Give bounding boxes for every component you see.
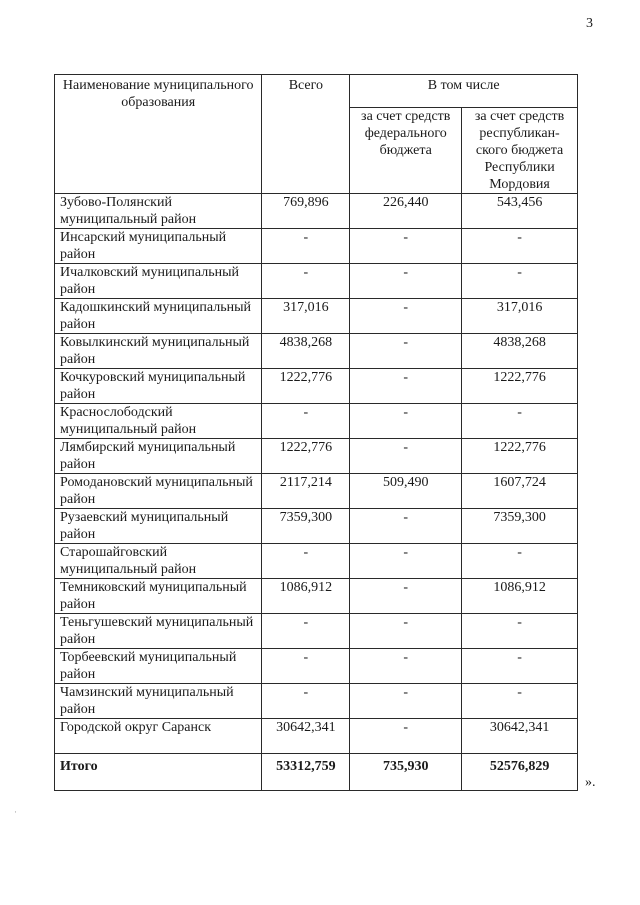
republic-value: 317,016 [462, 299, 578, 334]
header-federal: за счет средств федерального бюджета [350, 108, 462, 194]
table-row [55, 579, 578, 614]
total-value: 1086,912 [262, 579, 350, 614]
federal-value: 509,490 [350, 474, 462, 509]
total-value: - [262, 684, 350, 719]
municipality-name: Ковылкинский муниципальный район [55, 334, 262, 369]
table-row [55, 439, 578, 474]
municipality-name: Рузаевский муниципальный район [55, 509, 262, 544]
federal-value: - [350, 579, 462, 614]
republic-value: - [462, 264, 578, 299]
total-value: 30642,341 [262, 719, 350, 754]
municipality-name: Кадошкинский муниципальный район [55, 299, 262, 334]
federal-value: - [350, 614, 462, 649]
margin-mark: · [14, 807, 17, 817]
municipality-name: Чамзинский муниципальный район [55, 684, 262, 719]
municipality-name: Ромодановский муниципальный район [55, 474, 262, 509]
republic-value: - [462, 404, 578, 439]
federal-value: - [350, 229, 462, 264]
republic-value: - [462, 684, 578, 719]
republic-value: 1607,724 [462, 474, 578, 509]
table-row [55, 649, 578, 684]
federal-value: - [350, 509, 462, 544]
table-row [55, 404, 578, 439]
total-sum: 53312,759 [262, 754, 350, 791]
closing-quote: ». [585, 775, 596, 790]
federal-value: - [350, 439, 462, 474]
table-row [55, 544, 578, 579]
total-value: 769,896 [262, 194, 350, 229]
republic-value: - [462, 614, 578, 649]
federal-value: - [350, 264, 462, 299]
total-republic: 52576,829 [462, 754, 578, 791]
federal-value: - [350, 369, 462, 404]
republic-value: 4838,268 [462, 334, 578, 369]
total-value: 4838,268 [262, 334, 350, 369]
federal-value: - [350, 649, 462, 684]
total-value: - [262, 649, 350, 684]
municipality-name: Лямбирский муниципальный район [55, 439, 262, 474]
total-value: - [262, 264, 350, 299]
municipality-name: Теньгушевский муниципальный район [55, 614, 262, 649]
federal-value: 226,440 [350, 194, 462, 229]
municipality-name: Торбеевский муниципальный район [55, 649, 262, 684]
municipality-name: Старошайговский муниципальный район [55, 544, 262, 579]
republic-value: 7359,300 [462, 509, 578, 544]
municipality-name: Кочкуровский муниципальный район [55, 369, 262, 404]
total-row [55, 754, 578, 791]
republic-value: 1086,912 [462, 579, 578, 614]
total-value: - [262, 404, 350, 439]
republic-value: 543,456 [462, 194, 578, 229]
republic-value: - [462, 544, 578, 579]
republic-value: 30642,341 [462, 719, 578, 754]
table-row [55, 614, 578, 649]
header-total: Всего [262, 75, 350, 194]
municipality-name: Зубово-Полянский муниципальный район [55, 194, 262, 229]
municipality-name: Городской округ Саранск [55, 719, 262, 754]
header-name: Наименование муниципального образования [55, 75, 262, 194]
republic-value: - [462, 649, 578, 684]
republic-value: 1222,776 [462, 369, 578, 404]
federal-value: - [350, 684, 462, 719]
budget-table [54, 74, 578, 791]
header-republic: за счет средств республикан-ского бюджета Республики Мордовия [462, 108, 578, 194]
table-row [55, 719, 578, 754]
federal-value: - [350, 334, 462, 369]
total-value: - [262, 614, 350, 649]
table-row [55, 474, 578, 509]
total-value: 7359,300 [262, 509, 350, 544]
table-row [55, 299, 578, 334]
municipality-name: Темниковский муниципальный район [55, 579, 262, 614]
table-row [55, 229, 578, 264]
budget-table-body [55, 75, 578, 791]
table-row [55, 369, 578, 404]
total-label: Итого [55, 754, 262, 791]
total-value: 1222,776 [262, 439, 350, 474]
federal-value: - [350, 544, 462, 579]
table-row [55, 509, 578, 544]
total-value: 317,016 [262, 299, 350, 334]
federal-value: - [350, 299, 462, 334]
page-number: 3 [586, 16, 593, 31]
header-including: В том числе [350, 75, 578, 108]
table-row [55, 334, 578, 369]
republic-value: 1222,776 [462, 439, 578, 474]
header-row [55, 75, 578, 108]
table-row [55, 194, 578, 229]
municipality-name: Инсарский муниципальный район [55, 229, 262, 264]
municipality-name: Краснослободский муниципальный район [55, 404, 262, 439]
republic-value: - [462, 229, 578, 264]
table-row [55, 684, 578, 719]
total-value: - [262, 229, 350, 264]
total-value: - [262, 544, 350, 579]
federal-value: - [350, 719, 462, 754]
municipality-name: Ичалковский муниципальный район [55, 264, 262, 299]
total-value: 1222,776 [262, 369, 350, 404]
total-value: 2117,214 [262, 474, 350, 509]
total-federal: 735,930 [350, 754, 462, 791]
federal-value: - [350, 404, 462, 439]
table-row [55, 264, 578, 299]
